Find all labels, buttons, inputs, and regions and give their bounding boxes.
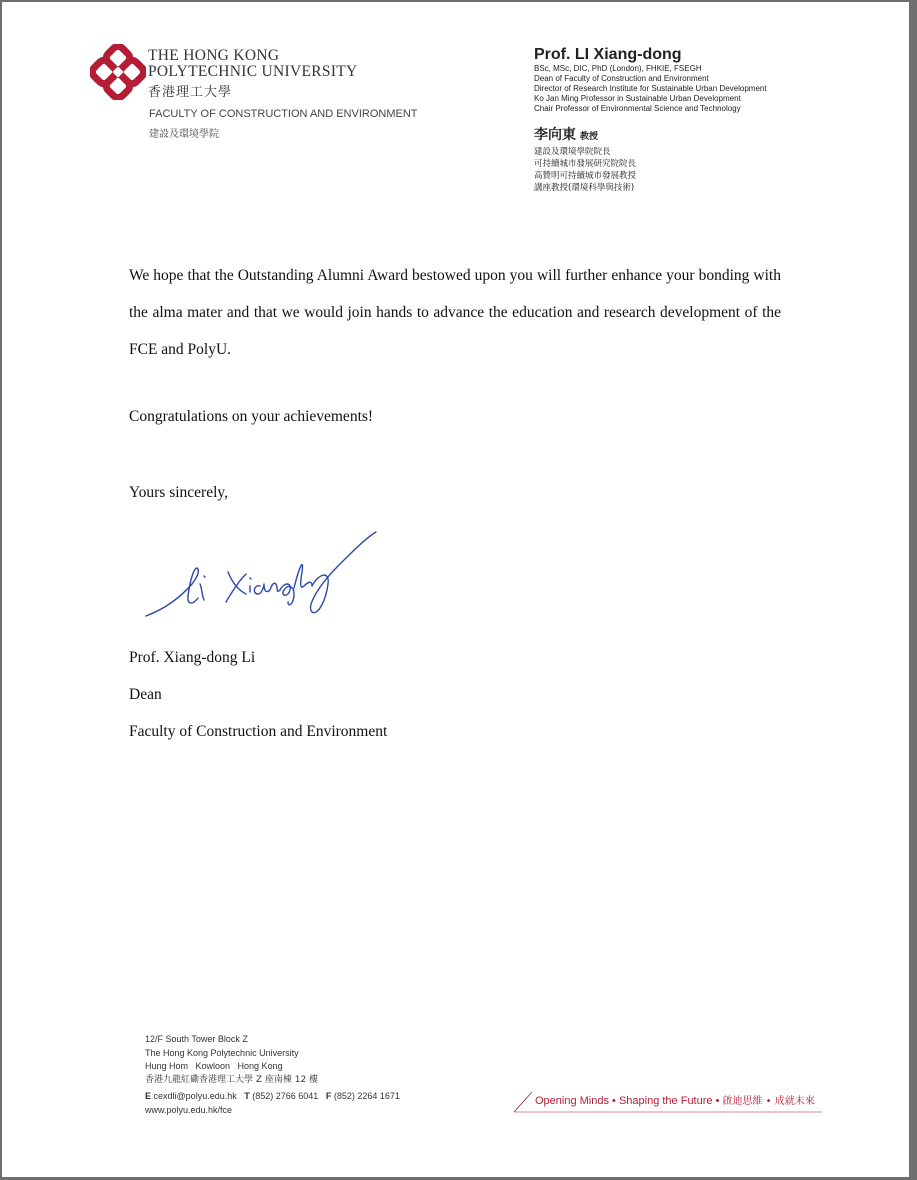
sender-title-zh-line: 講座教授(環境科學與技術) [534,183,635,193]
signatory-faculty: Faculty of Construction and Environment [129,723,388,740]
university-slogan [514,1092,815,1107]
sender-name-zh-text: 李向東 [534,127,576,143]
slogan-zh: 啟迪思維 • 成就未來 [722,1096,815,1107]
sender-title-zh-line: 高贊明可持續城市發展教授 [534,171,637,181]
handwritten-signature [142,524,382,624]
sender-name: Prof. LI Xiang-dong [534,46,682,63]
sender-credentials: BSc, MSc, DIC, PhD (London), FHKIE, FSEGH [534,64,702,73]
fax-number: (852) 2264 1671 [333,1091,400,1101]
address-line-zh: 香港九龍紅磡香港理工大學 Z 座南棟 12 樓 [145,1074,319,1085]
letter-page [2,2,909,1177]
sender-title-line: Dean of Faculty of Construction and Environment [534,74,709,83]
faculty-name-en: FACULTY OF CONSTRUCTION AND ENVIRONMENT [149,108,418,120]
letter-closing: Yours sincerely, [129,484,229,501]
sender-block [534,46,767,194]
sender-title-zh-line: 可持續城市發展研究院院長 [534,159,637,169]
email-label: E [145,1091,152,1101]
sender-title-line: Ko Jan Ming Professor in Sustainable Urban Development [534,94,741,103]
polyu-logo-icon [90,44,146,100]
letter-paragraph-1: We hope that the Outstanding Alumni Award bestowed upon you will further enhance your bonding with the alma mater and that we would join hands to advance the education and research development of the FCE and PolyU. [129,267,781,358]
tel-label: T [244,1091,250,1101]
signatory-title: Dean [129,686,162,703]
email-link[interactable]: cexdli@polyu.edu.hk [153,1091,237,1101]
university-name-zh: 香港理工大學 [148,85,233,100]
footer-address [145,1033,400,1117]
sender-name-zh [534,126,767,146]
university-name-line1: THE HONG KONG [148,47,280,64]
university-name-line2: POLYTECHNIC UNIVERSITY [148,63,358,80]
address-line: 12/F South Tower Block Z [145,1034,248,1044]
address-line: Hung Hom Kowloon Hong Kong [145,1061,283,1071]
sender-title-line: Chair Professor of Environmental Science and Technology [534,104,741,113]
contact-line [145,1090,400,1104]
signatory-name: Prof. Xiang-dong Li [129,649,256,666]
fax-label: F [325,1091,332,1101]
sender-title-line: Director of Research Institute for Sustainable Urban Development [534,84,767,93]
tel-number: (852) 2766 6041 [252,1091,319,1101]
faculty-name-zh: 建設及環境學院 [149,129,219,140]
address-line: The Hong Kong Polytechnic University [145,1047,299,1058]
sender-title-zh-line: 建設及環境學院院長 [534,147,611,157]
slogan-en: Opening Minds • Shaping the Future • [535,1095,720,1107]
university-name-en [148,48,358,80]
sender-title-zh: 教授 [580,132,599,142]
website-link[interactable]: www.polyu.edu.hk/fce [145,1104,233,1115]
letter-paragraph-2: Congratulations on your achievements! [129,408,374,425]
